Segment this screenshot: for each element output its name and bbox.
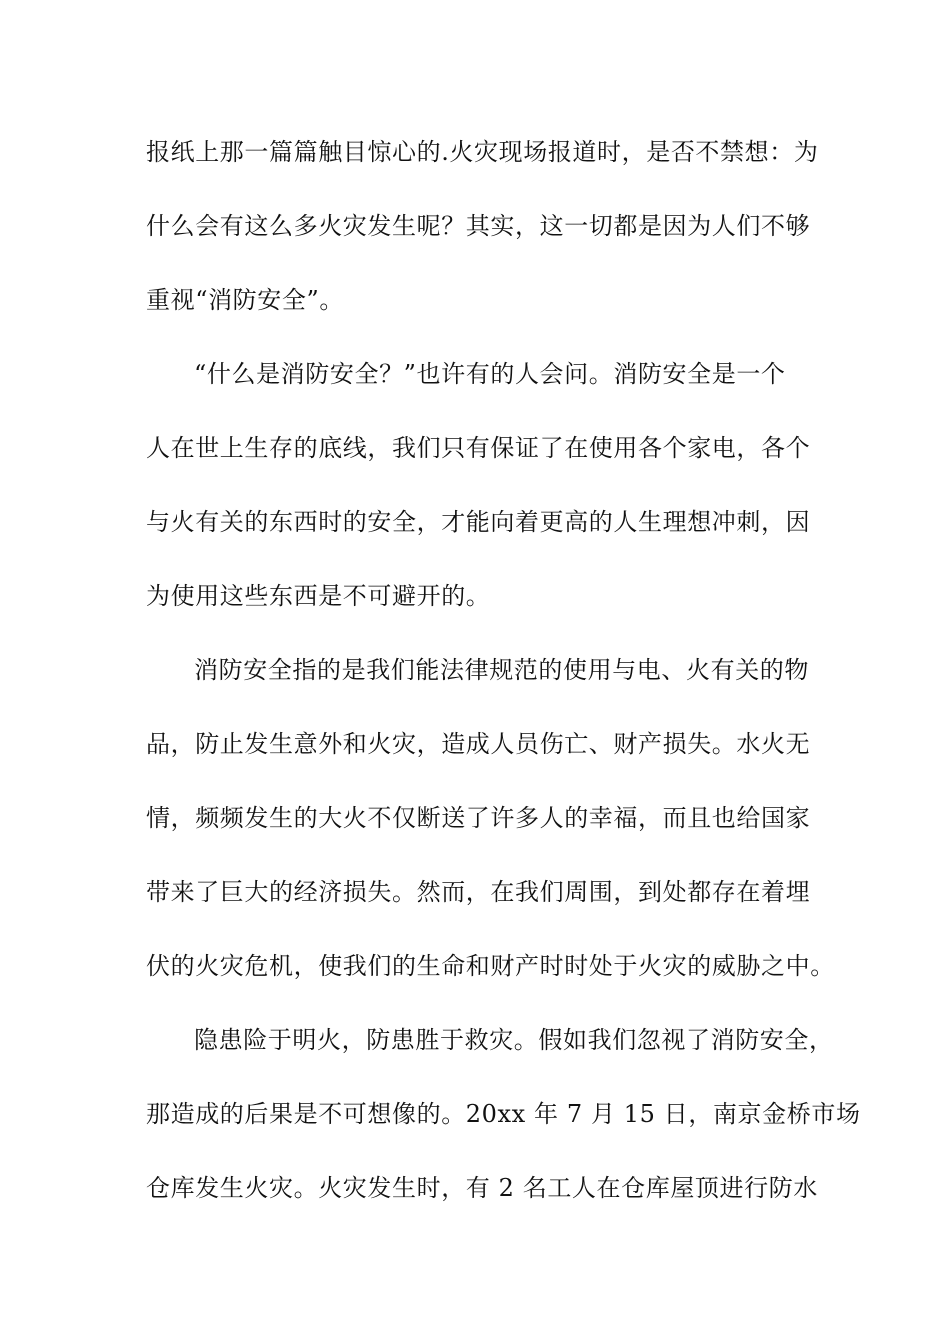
text-line: 与火有关的东西时的安全，才能向着更高的人生理想冲刺，因: [146, 508, 811, 536]
text-line: 仓库发生火灾。火灾发生时，有 2 名工人在仓库屋顶进行防水: [146, 1174, 818, 1202]
text-line: 品，防止发生意外和火灾，造成人员伤亡、财产损失。水火无: [146, 730, 811, 758]
text-line: 报纸上那一篇篇触目惊心的.火灾现场报道时，是否不禁想：为: [146, 138, 819, 166]
text-line: 伏的火灾危机，使我们的生命和财产时时处于火灾的威胁之中。: [146, 952, 835, 980]
text-line: 为使用这些东西是不可避开的。: [146, 582, 491, 610]
paragraph-first-line: “什么是消防安全？”也许有的人会问。消防安全是一个: [194, 360, 786, 388]
text-line: 重视“消防安全”。: [146, 286, 344, 314]
text-line: 那造成的后果是不可想像的。20xx 年 7 月 15 日，南京金桥市场: [146, 1100, 861, 1128]
paragraph-first-line: 消防安全指的是我们能法律规范的使用与电、火有关的物: [194, 656, 809, 684]
paragraph-first-line: 隐患险于明火，防患胜于救灾。假如我们忽视了消防安全，: [194, 1026, 834, 1054]
text-line: 带来了巨大的经济损失。然而，在我们周围，到处都存在着埋: [146, 878, 811, 906]
text-line: 什么会有这么多火灾发生呢？其实，这一切都是因为人们不够: [146, 212, 811, 240]
document-body: [146, 132, 861, 1242]
text-line: 情，频频发生的大火不仅断送了许多人的幸福，而且也给国家: [146, 804, 811, 832]
text-line: 人在世上生存的底线，我们只有保证了在使用各个家电，各个: [146, 434, 811, 462]
